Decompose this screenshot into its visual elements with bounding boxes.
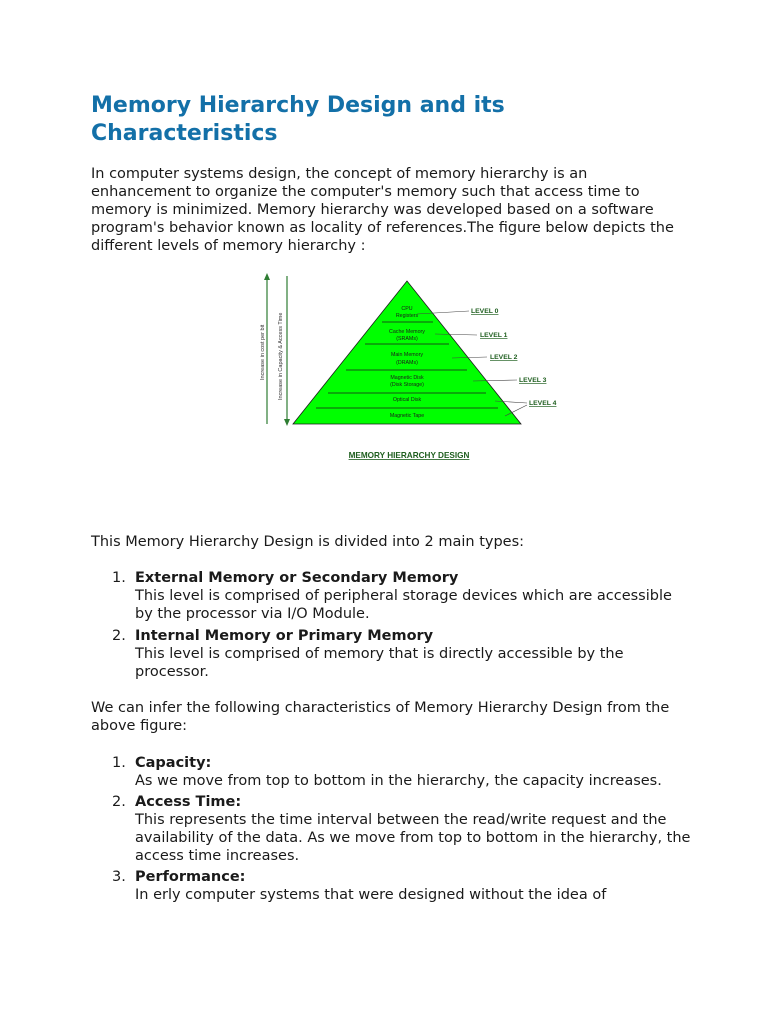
page-title: Memory Hierarchy Design and its Characteristics [91,93,505,146]
types-intro-paragraph: This Memory Hierarchy Design is divided into 2 main types: [91,534,525,550]
list-number: 1. [112,755,126,771]
level-2-label: LEVEL 2 [490,354,518,361]
level-1-text: Cache Memory [389,329,425,335]
level-3-text: Magnetic Disk [390,375,424,381]
list-item [91,627,691,681]
list-number: 1. [112,570,126,586]
pyramid-diagram [255,268,557,468]
list-item [91,868,691,904]
list-item-description: This represents the time interval between the read/write request and the availability of the data. As we move from top to bottom in the hierarchy, the access time increases. [135,812,691,864]
level-2-text2: (DRAMs) [396,360,418,366]
list-item-heading: Internal Memory or Primary Memory [135,628,434,644]
figure-caption: MEMORY HIERARCHY DESIGN [348,451,470,460]
level-0-text: CPU [401,306,413,312]
list-number: 2. [112,628,126,644]
level-4-text: Optical Disk [392,397,422,403]
level-2-text: Main Memory [390,352,424,358]
level-1-text2: (SRAMs) [396,336,418,342]
axis-cost-label: Increase in cost per bit [260,324,266,380]
list-item-heading: Performance: [135,869,246,885]
characteristics-intro-paragraph: We can infer the following characteristics of Memory Hierarchy Design from the above figure: [91,700,670,734]
list-item [91,754,691,790]
characteristics-list [91,754,691,907]
list-item [91,793,691,865]
capacity-arrow [284,276,290,426]
axis-capacity-label: Increase in Capacity & Access Time [278,312,284,400]
level-0-text2: Registers [395,313,419,319]
list-number: 2. [112,794,126,810]
intro-paragraph: In computer systems design, the concept of memory hierarchy is an enhancement to organize the computer's memory such that access time to memory is minimized. Memory hierarchy was developed based on a software program's behavior known as locality of references.The figure below depicts the different levels of memory hierarchy : [91,166,674,254]
memory-types-list [91,569,691,685]
memory-hierarchy-figure [255,268,557,468]
level-1-label: LEVEL 1 [480,332,508,339]
level-4-label: LEVEL 4 [529,400,557,407]
list-item [91,569,691,623]
list-number: 3. [112,869,126,885]
list-item-heading: External Memory or Secondary Memory [135,570,459,586]
list-item-description: As we move from top to bottom in the hierarchy, the capacity increases. [135,773,662,789]
level-3-label: LEVEL 3 [519,377,547,384]
level-3-text2: (Disk Storage) [390,382,424,388]
level-0-label: LEVEL 0 [471,308,499,315]
list-item-description: This level is comprised of memory that is directly accessible by the processor. [135,646,624,680]
level-5-text: Magnetic Tape [389,413,425,419]
list-item-description: This level is comprised of peripheral storage devices which are accessible by the processor via I/O Module. [135,588,672,622]
list-item-heading: Access Time: [135,794,242,810]
list-item-heading: Capacity: [135,755,212,771]
list-item-description: In erly computer systems that were designed without the idea of [135,887,607,903]
